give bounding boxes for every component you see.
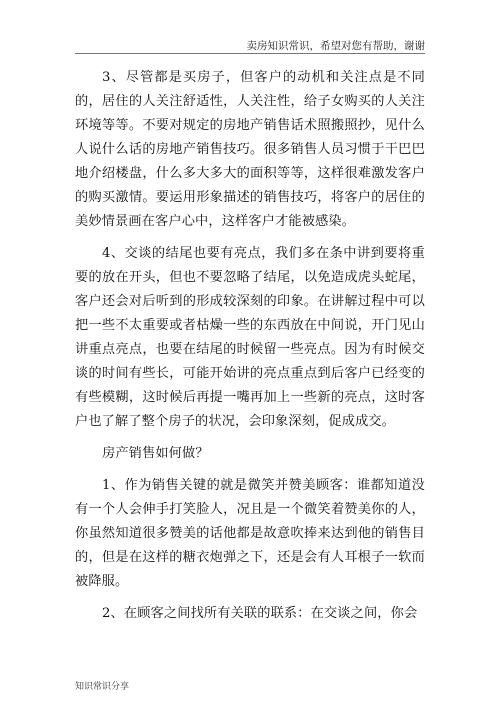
paragraph-tip-4: 4、交谈的结尾也要有亮点，我们多在条中讲到要将重要的放在开头，但也不要忽略了结尾，以免造成虎头蛇尾，客户还会对后听到的形成较深刻的印象。在讲解过程中可以把一些不太重要或者枯燥一些的东西放在中间说，开门见山讲重点亮点，也要在结尾的时候留一些亮点。因为有时候交谈的时间有些长，可能开始讲的亮点重点到后客户已经变的有些模糊，这时候后再提一嘴再加上一些新的亮点，这时客户也了解了整个房子的状况，会印象深刻，促成成交。 bbox=[75, 246, 425, 429]
paragraph-tip-3: 3、尽管都是买房子，但客户的动机和关注点是不同的，居住的人关注舒适性，人关注性，给子女购买的人关注环境等等。不要对规定的房地产销售话术照搬照抄，见什么人说什么话的房地产销售技巧。很多销售人员习惯于干巴巴地介绍楼盘，什么多大多大的面积等等，这样很难激发客户的购买激情。要运用形象描述的销售技巧，将客户的居住的美妙情景画在客户心中，这样客户才能被感染。 bbox=[75, 70, 425, 229]
paragraph-step-2: 2、在顾客之间找所有关联的联系：在交谈之间，你会 bbox=[102, 606, 418, 621]
page-header: 卖房知识常识，希望对您有帮助，谢谢 bbox=[246, 40, 425, 52]
paragraph-step-1: 1、作为销售关键的就是微笑并赞美顾客：谁都知道没有一个人会伸手打笑脸人，况且是一个微笑着赞美你的人，你虽然知道很多赞美的话他都是故意吹捧来达到他的销售目的，但是在这样的糖衣炮弹之下，还是会有人耳根子一软而被降服。 bbox=[75, 478, 425, 589]
document-body bbox=[75, 66, 425, 634]
page-footer: 知识常识分享 bbox=[75, 682, 130, 692]
section-heading: 房产销售如何做？ bbox=[102, 446, 209, 461]
header-divider bbox=[75, 53, 425, 54]
